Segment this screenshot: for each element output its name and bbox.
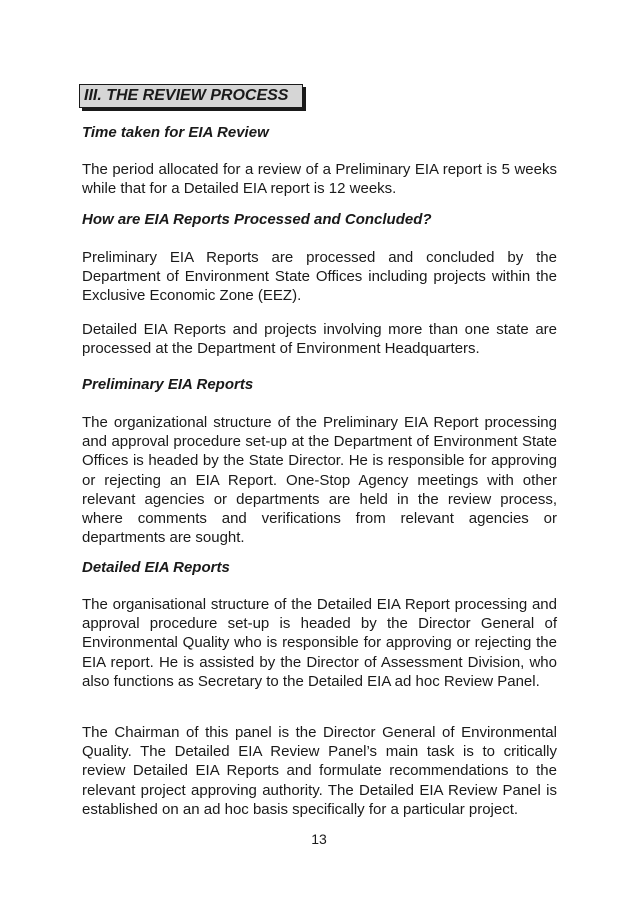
heading-detailed: Detailed EIA Reports	[82, 559, 230, 576]
paragraph-preliminary: The organizational structure of the Preliminary EIA Report processing and approval procedure set-up at the Department of Environment State Offices is headed by the State Director. He is responsible for approving or rejecting an EIA Report. One-Stop Agency meetings with other relevant agencies or departments are held in the review process, where comments and verifications from relevant agencies or departments are sought.	[82, 414, 557, 547]
section-title: III. THE REVIEW PROCESS	[79, 84, 303, 108]
heading-processed: How are EIA Reports Processed and Concluded?	[82, 211, 432, 228]
paragraph-time-taken: The period allocated for a review of a Preliminary EIA report is 5 weeks while that for a Detailed EIA report is 12 weeks.	[82, 161, 557, 198]
heading-preliminary: Preliminary EIA Reports	[82, 376, 254, 393]
page-number: 13	[311, 831, 327, 847]
paragraph-detailed-1: The organisational structure of the Detailed EIA Report processing and approval procedure set-up is headed by the Director General of Environmental Quality who is responsible for approving or rejecting the EIA report. He is assisted by the Director of Assessment Division, who also functions as Secretary to the Detailed EIA ad hoc Review Panel.	[82, 596, 557, 690]
heading-time-taken: Time taken for EIA Review	[82, 124, 269, 141]
paragraph-processed-1: Preliminary EIA Reports are processed and concluded by the Department of Environment State Offices including projects within the Exclusive Economic Zone (EEZ).	[82, 249, 557, 305]
paragraph-detailed-2: The Chairman of this panel is the Director General of Environmental Quality. The Detailed EIA Review Panel’s main task is to critically review Detailed EIA Reports and formulate recommendations to the relevant project approving authority. The Detailed EIA Review Panel is established on an ad hoc basis specifically for a particular project.	[82, 724, 557, 818]
paragraph-processed-2: Detailed EIA Reports and projects involving more than one state are processed at the Department of Environment Headquarters.	[82, 321, 557, 358]
